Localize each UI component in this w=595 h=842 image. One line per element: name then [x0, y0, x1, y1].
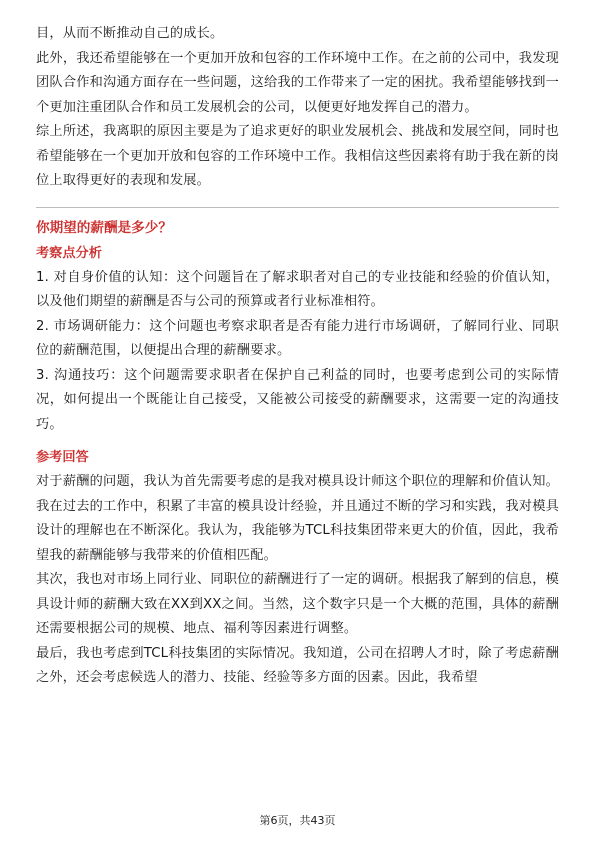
page-number: 第6页，共43页	[259, 814, 336, 827]
paragraph: 目，从而不断推动自己的成长。	[36, 26, 224, 41]
previous-answer-continuation	[36, 22, 559, 194]
paragraph: 综上所述，我离职的原因主要是为了追求更好的职业发展机会、挑战和发展空间，同时也希望能够在一个更加开放和包容的工作环境中工作。我相信这些因素将有助于我在新的岗位上取得更好的表现和发展。	[36, 124, 559, 188]
analysis-point: 3. 沟通技巧：这个问题需要求职者在保护自己利益的同时，也要考虑到公司的实际情况，如何提出一个既能让自己接受，又能被公司接受的薪酬要求，这需要一定的沟通技巧。	[36, 367, 559, 432]
document-page	[36, 22, 559, 691]
reference-paragraph: 最后，我也考虑到TCL科技集团的实际情况。我知道，公司在招聘人才时，除了考虑薪酬之外，还会考虑候选人的潜力、技能、经验等多方面的因素。因此，我希望	[36, 645, 559, 685]
paragraph: 此外，我还希望能够在一个更加开放和包容的工作环境中工作。在之前的公司中，我发现团队合作和沟通方面存在一些问题，这给我的工作带来了一定的困扰。我希望能够找到一个更加注重团队合作和员工发展机会的公司，以便更好地发挥自己的潜力。	[36, 50, 559, 115]
question-section	[36, 216, 559, 691]
reference-heading: 参考回答	[36, 450, 89, 465]
question-title: 你期望的薪酬是多少？	[36, 219, 172, 236]
analysis-point: 2. 市场调研能力：这个问题也考察求职者是否有能力进行市场调研，了解同行业、同职位的薪酬范围，以便提出合理的薪酬要求。	[36, 318, 559, 358]
reference-paragraph: 对于薪酬的问题，我认为首先需要考虑的是我对模具设计师这个职位的理解和价值认知。我在过去的工作中，积累了丰富的模具设计经验，并且通过不断的学习和实践，我对模具设计的理解也在不断深化。我认为，我能够为TCL科技集团带来更大的价值，因此，我希望我的薪酬能够与我带来的价值相匹配。	[36, 474, 559, 563]
section-divider	[36, 207, 559, 208]
analysis-point: 1. 对自身价值的认知：这个问题旨在了解求职者对自己的专业技能和经验的价值认知，以及他们期望的薪酬是否与公司的预算或者行业标准相符。	[36, 269, 559, 309]
reference-paragraph: 其次，我也对市场上同行业、同职位的薪酬进行了一定的调研。根据我了解到的信息，模具设计师的薪酬大致在XX到XX之间。当然，这个数字只是一个大概的范围，具体的薪酬还需要根据公司的规模、地点、福利等因素进行调整。	[36, 572, 559, 636]
analysis-heading: 考察点分析	[36, 245, 102, 261]
